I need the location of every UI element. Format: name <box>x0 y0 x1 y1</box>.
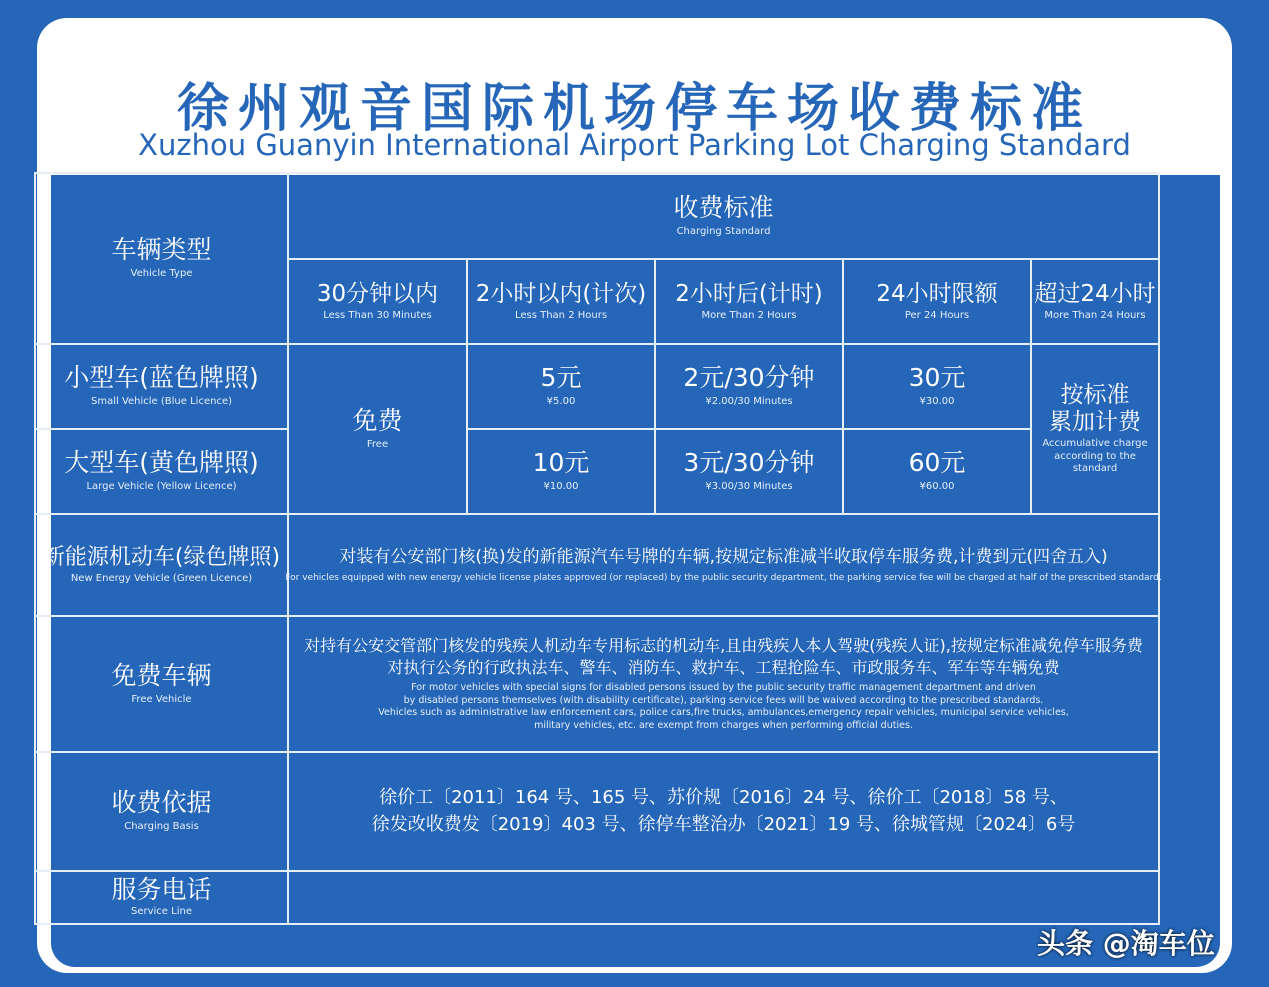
free-vehicle-note-cn2: 对执行公务的行政执法车、警车、消防车、救护车、工程抢险车、市政服务车、军车等车辆免费 <box>387 658 1060 678</box>
column-header-over-24h-cn: 超过24小时 <box>1034 280 1156 307</box>
free-30min-en: Free <box>366 438 389 450</box>
border-right <box>1158 172 1160 925</box>
large-after-2h-fee <box>656 430 842 513</box>
new-energy-note <box>285 515 1162 615</box>
row-label-large-cn: 大型车(黄色牌照) <box>64 448 259 478</box>
basis-line2: 徐发改收费发〔2019〕403 号、徐停车整治办〔2021〕19 号、徐城管规〔2024〕6号 <box>371 813 1076 835</box>
fee-table <box>34 172 1160 925</box>
row-label-new-energy <box>36 515 287 615</box>
free-vehicle-note-en3: Vehicles such as administrative law enforcement cars, police cars,fire trucks, ambulances,emergency repair vehicles, municipal service vehicles, <box>378 707 1069 719</box>
service-content <box>289 872 1158 923</box>
small-2h-fee <box>468 345 654 428</box>
column-header-2h <box>468 260 654 343</box>
row-label-small <box>36 345 287 428</box>
row-label-small-cn: 小型车(蓝色牌照) <box>64 363 259 393</box>
header-charging-standard-en: Charging Standard <box>676 225 771 237</box>
header-charging-standard-cn: 收费标准 <box>673 192 774 222</box>
row-label-large <box>36 430 287 513</box>
small-24h-fee <box>844 345 1030 428</box>
row-label-basis-en: Charging Basis <box>124 821 199 833</box>
watermark: 头条 @淘车位 <box>1037 927 1215 960</box>
row-label-small-en: Small Vehicle (Blue Licence) <box>91 396 232 408</box>
row-label-basis <box>36 753 287 870</box>
free-vehicle-note-cn1: 对持有公安交管部门核发的残疾人机动车专用标志的机动车,且由残疾人本人驾驶(残疾人证),按规定标准减免停车服务费 <box>304 635 1143 655</box>
column-header-30min <box>289 260 466 343</box>
page-title: 徐州观音国际机场停车场收费标准 <box>176 79 1092 139</box>
row-label-free-vehicle <box>36 617 287 751</box>
page-subtitle: Xuzhou Guanyin International Airport Parking Lot Charging Standard <box>138 128 1131 162</box>
column-header-30min-en: Less Than 30 Minutes <box>323 309 432 321</box>
new-energy-note-cn: 对装有公安部门核(换)发的新能源汽车号牌的车辆,按规定标准减半收取停车服务费,计费到元(四舍五入) <box>339 547 1108 568</box>
row-label-service-en: Service Line <box>131 906 192 918</box>
free-vehicle-note-en1: For motor vehicles with special signs for disabled persons issued by the public security traffic management department and driven <box>411 681 1036 693</box>
row-label-new-energy-cn: 新能源机动车(绿色牌照) <box>42 544 281 570</box>
large-2h-fee <box>468 430 654 513</box>
row-label-service-cn: 服务电话 <box>111 875 212 905</box>
column-header-30min-cn: 30分钟以内 <box>316 280 439 307</box>
row-label-free-vehicle-cn: 免费车辆 <box>111 660 212 690</box>
header-charging-standard <box>289 174 1158 258</box>
small-2h-fee-cn: 5元 <box>540 363 582 393</box>
row-label-new-energy-en: New Energy Vehicle (Green Licence) <box>70 572 253 584</box>
basis-line1: 徐价工〔2011〕164 号、165 号、苏价规〔2016〕24 号、徐价工〔2018〕58 号、 <box>379 787 1068 809</box>
row-label-large-en: Large Vehicle (Yellow Licence) <box>86 481 237 493</box>
small-24h-fee-cn: 30元 <box>908 363 966 393</box>
column-header-2h-cn: 2小时以内(计次) <box>475 280 647 307</box>
small-2h-fee-en: ¥5.00 <box>546 396 576 408</box>
free-30min-cn: 免费 <box>352 405 403 435</box>
header-vehicle-type <box>36 174 287 343</box>
column-header-2h-en: Less Than 2 Hours <box>514 309 608 321</box>
free-vehicle-note-en4: military vehicles, etc. are exempt from charges when performing official duties. <box>534 720 913 732</box>
free-30min-cell <box>289 345 466 513</box>
new-energy-note-en: For vehicles equipped with new energy vehicle license plates approved (or replaced) by the public security department, the parking service fee will be charged at half of the prescribed standard. <box>285 572 1162 583</box>
column-header-after-2h <box>656 260 842 343</box>
large-after-2h-fee-en: ¥3.00/30 Minutes <box>705 481 793 493</box>
over-24h-cn-line1: 按标准 <box>1060 382 1130 409</box>
large-after-2h-fee-cn: 3元/30分钟 <box>683 448 815 478</box>
large-24h-fee-cn: 60元 <box>908 448 966 478</box>
row-label-free-vehicle-en: Free Vehicle <box>131 693 192 705</box>
column-header-24h <box>844 260 1030 343</box>
free-vehicle-note-en2: by disabled persons themselves (with disability certificate), parking service fees will be waived according to the prescribed standards. <box>403 694 1044 706</box>
large-2h-fee-cn: 10元 <box>532 448 590 478</box>
column-header-after-2h-en: More Than 2 Hours <box>701 309 797 321</box>
column-header-24h-en: Per 24 Hours <box>904 309 970 321</box>
over-24h-cell <box>1032 345 1158 513</box>
row-label-service <box>36 872 287 923</box>
border-bottom <box>34 923 1160 925</box>
small-after-2h-fee-en: ¥2.00/30 Minutes <box>705 396 793 408</box>
small-after-2h-fee <box>656 345 842 428</box>
small-24h-fee-en: ¥30.00 <box>919 396 955 408</box>
row-label-basis-cn: 收费依据 <box>111 788 212 818</box>
small-after-2h-fee-cn: 2元/30分钟 <box>683 363 815 393</box>
large-2h-fee-en: ¥10.00 <box>543 481 579 493</box>
column-header-over-24h-en: More Than 24 Hours <box>1044 309 1146 321</box>
over-24h-en: Accumulative charge according to the standard <box>1042 438 1148 475</box>
header-vehicle-type-en: Vehicle Type <box>130 268 193 280</box>
large-24h-fee-en: ¥60.00 <box>919 481 955 493</box>
free-vehicle-note <box>289 617 1158 751</box>
column-header-24h-cn: 24小时限额 <box>876 280 998 307</box>
basis-content <box>289 753 1158 870</box>
header-vehicle-type-cn: 车辆类型 <box>111 235 212 265</box>
large-24h-fee <box>844 430 1030 513</box>
column-header-over-24h <box>1032 260 1158 343</box>
over-24h-cn-line2: 累加计费 <box>1049 408 1141 435</box>
column-header-after-2h-cn: 2小时后(计时) <box>675 280 823 307</box>
